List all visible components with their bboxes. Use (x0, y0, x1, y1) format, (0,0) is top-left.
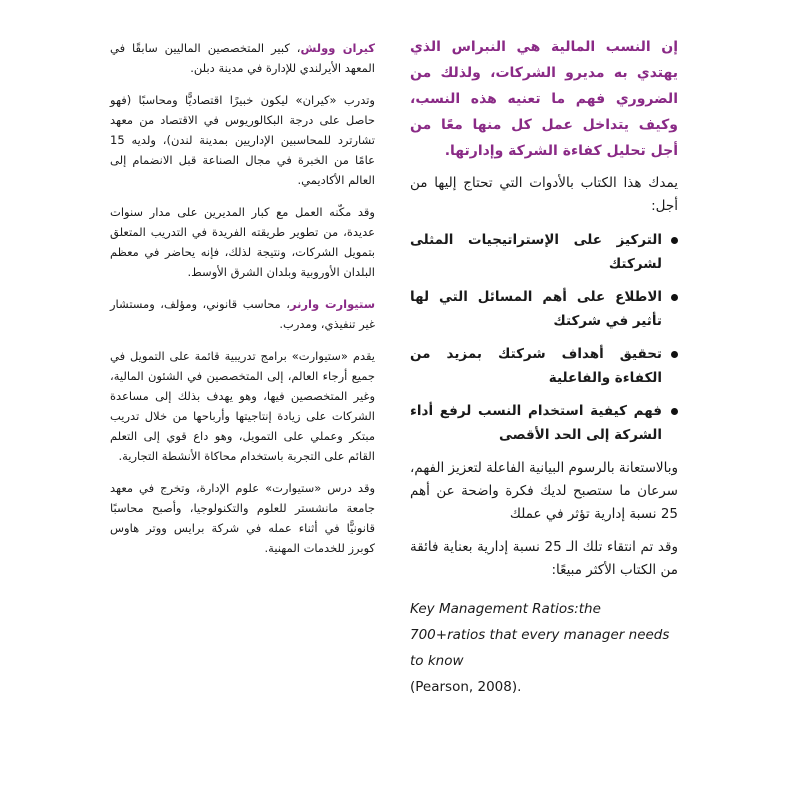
author-bio-paragraph: وقد مكّنه العمل مع كبار المديرين على مدار سنوات عديدة، من تطوير طريقته الفريدة في التدريب المتعلق بتمويل الشركات، ونتيجة لذلك، فإنه يحاضر في معظم البلدان الأوروبية وبلدان الشرق الأوسط. (110, 205, 375, 279)
bullet-icon (671, 408, 678, 415)
author-bio (110, 294, 375, 334)
author-bio-paragraph: وقد درس «ستيوارت» علوم الإدارة، وتخرج في معهد جامعة مانشستر للعلوم والتكنولوجيا، وأصبح محاسبًا قانونيًّا في أثناء عمله في شركة برايس ووتر هاوس كوبرز للخدمات المهنية. (110, 481, 375, 555)
author-description: ، محاسب قانوني، ومؤلف، ومستشار غير تنفيذي، ومدرب. (110, 297, 375, 331)
author-name: كيران وولش (300, 41, 375, 55)
author-bio (110, 38, 375, 78)
book-title: Key Management Ratios:the 700+ratios that every manager needs to know (410, 601, 670, 669)
book-reference (410, 596, 678, 700)
author-bio-paragraph: وتدرب «كيران» ليكون خبيرًا اقتصاديًّا ومحاسبًا (فهو حاصل على درجة البكالوريوس في الاقتصاد من معهد تشارترد للمحاسبين الإداريين بمدينة لندن)، ولديه 15 عامًا من الخبرة في مجال الصناعة قبل الانضمام إلى العالم الأكاديمي. (110, 93, 375, 187)
selection-paragraph: وقد تم انتقاء تلك الـ 25 نسبة إدارية بعناية فائقة من الكتاب الأكثر مبيعًا: (410, 539, 678, 578)
list-item (410, 285, 662, 333)
bullet-icon (671, 351, 678, 358)
list-item (410, 228, 662, 276)
book-description-column (410, 34, 678, 700)
bullet-icon (671, 294, 678, 301)
author-description: ، كبير المتخصصين الماليين سابقًا في المعهد الأيرلندي للإدارة في مدينة دبلن. (110, 41, 375, 75)
list-item-text: الاطلاع على أهم المسائل التي لها تأثير في شركتك (410, 289, 662, 329)
charts-paragraph: وبالاستعانة بالرسوم البيانية الفاعلة لتعزيز الفهم، سرعان ما ستصبح لديك فكرة واضحة عن أهم 25 نسبة إدارية تؤثر في عملك (409, 460, 678, 522)
bullet-icon (671, 237, 678, 244)
benefits-list (410, 228, 678, 447)
list-item (410, 342, 662, 390)
author-name: ستيوارت وارنر (289, 297, 375, 311)
list-item (410, 399, 662, 447)
book-publisher: (Pearson, 2008). (410, 679, 522, 695)
list-item-text: تحقيق أهداف شركتك بمزيد من الكفاءة والفاعلية (410, 346, 662, 386)
author-bio-paragraph: يقدم «ستيوارت» برامج تدريبية قائمة على التمويل في جميع أرجاء العالم، إلى المتخصصين في الشئون المالية، وغير المتخصصين فيها، وهو يهدف بذلك إلى مساعدة الشركات على زيادة إنتاجيتها وأرباحها من خلال تدريب مبتكر وعملي على التمويل، وهو داع قوي إلى التعلم القائم على التجربة باستخدام محاكاة الأنشطة التجارية. (110, 349, 375, 463)
lead-paragraph: إن النسب المالية هي النبراس الذي يهتدي به مديرو الشركات، ولذلك من الضروري فهم ما تعنيه هذه النسب، وكيف يتداخل عمل كل منها معًا من أجل تحليل كفاءة الشركة وإدارتها. (410, 39, 678, 159)
list-item-text: التركيز على الإستراتيجيات المثلى لشركتك (410, 232, 662, 272)
authors-column (110, 38, 375, 570)
list-item-text: فهم كيفية استخدام النسب لرفع أداء الشركة إلى الحد الأقصى (410, 403, 662, 443)
intro-paragraph: يمدك هذا الكتاب بالأدوات التي تحتاج إليها من أجل: (410, 175, 678, 214)
